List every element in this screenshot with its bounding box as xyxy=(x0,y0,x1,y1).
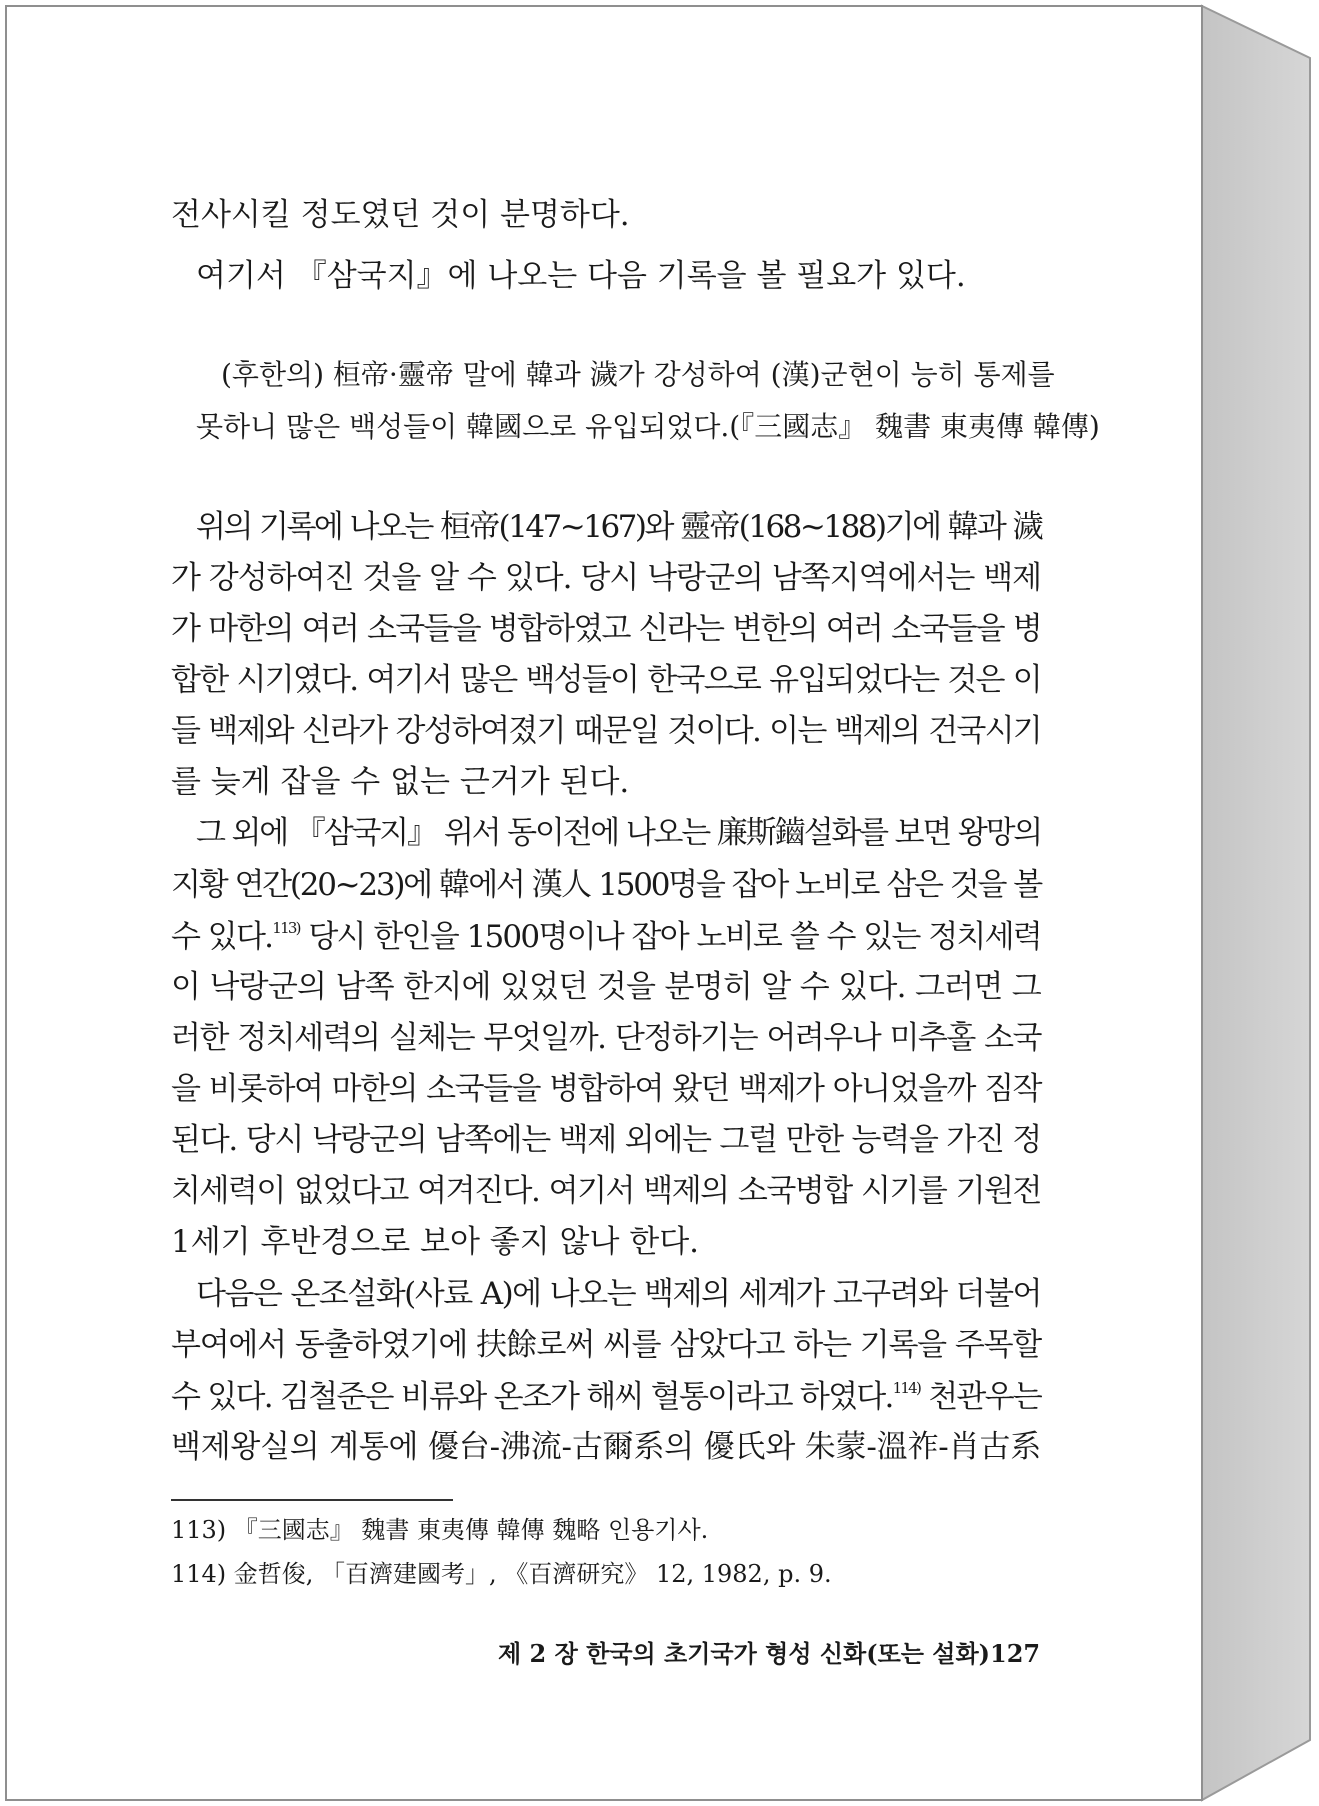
paragraph-line: 위의 기록에 나오는 桓帝(147~167)와 靈帝(168~188)기에 韓과 濊 xyxy=(196,509,1041,545)
body-line: 여기서 『삼국지』에 나오는 다음 기록을 볼 필요가 있다. xyxy=(196,258,966,294)
footnote-113: 113) 『三國志』 魏書 東夷傳 韓傳 魏略 인용기사. xyxy=(171,1516,709,1544)
book-page xyxy=(6,6,1202,1800)
body-line: 전사시킬 정도였던 것이 분명하다. xyxy=(171,197,630,233)
chapter-title: 제 2 장 한국의 초기국가 형성 신화(또는 설화) xyxy=(498,1639,991,1668)
paragraph-line: 러한 정치세력의 실체는 무엇일까. 단정하기는 어려우나 미추홀 소국 xyxy=(171,1020,1041,1056)
paragraph-line: 를 늦게 잡을 수 없는 근거가 된다. xyxy=(171,764,630,800)
paragraph-line: 된다. 당시 낙랑군의 남쪽에는 백제 외에는 그럴 만한 능력을 가진 정 xyxy=(171,1122,1041,1158)
book-side-edge xyxy=(1202,6,1310,1800)
paragraph-line: 다음은 온조설화(사료 A)에 나오는 백제의 세계가 고구려와 더불어 xyxy=(196,1276,1041,1312)
paragraph-line: 가 강성하여진 것을 알 수 있다. 당시 낙랑군의 남쪽지역에서는 백제 xyxy=(171,560,1042,596)
paragraph-line: 치세력이 없었다고 여겨진다. 여기서 백제의 소국병합 시기를 기원전 xyxy=(171,1173,1041,1209)
paragraph-line: 1세기 후반경으로 보아 좋지 않나 한다. xyxy=(171,1224,700,1260)
paragraph-line: 그 외에 『삼국지』 위서 동이전에 나오는 廉斯鑡설화를 보면 왕망의 xyxy=(196,815,1041,851)
paragraph-line xyxy=(171,921,1041,953)
paragraph-line xyxy=(171,1381,1041,1413)
paragraph-line: 백제왕실의 계통에 優台-沸流-古爾系의 優氏와 朱蒙-溫祚-肖古系 xyxy=(171,1429,1041,1465)
paragraph-line: 부여에서 동출하였기에 扶餘로써 씨를 삼았다고 하는 기록을 주목할 xyxy=(171,1327,1041,1363)
paragraph-line: 가 마한의 여러 소국들을 병합하였고 신라는 변한의 여러 소국들을 병 xyxy=(171,611,1041,647)
page-number: 127 xyxy=(990,1639,1041,1668)
paragraph-line: 합한 시기였다. 여기서 많은 백성들이 한국으로 유입되었다는 것은 이 xyxy=(171,662,1041,698)
paragraph-line: 지황 연간(20~23)에 韓에서 漢人 1500명을 잡아 노비로 삼은 것을 볼 xyxy=(171,867,1041,903)
block-quote-line: 못하니 많은 백성들이 韓國으로 유입되었다.(『三國志』 魏書 東夷傳 韓傳) xyxy=(196,410,1100,443)
footnote-divider xyxy=(171,1499,453,1501)
text-segment: 천관우는 xyxy=(920,1379,1041,1415)
text-segment: 수 있다. 김철준은 비류와 온조가 해씨 혈통이라고 하였다. xyxy=(171,1379,893,1415)
footnote-ref-113: 113) xyxy=(272,919,300,937)
running-footer xyxy=(498,1639,1041,1668)
paragraph-line: 이 낙랑군의 남쪽 한지에 있었던 것을 분명히 알 수 있다. 그러면 그 xyxy=(171,969,1041,1005)
paragraph-line: 을 비롯하여 마한의 소국들을 병합하여 왔던 백제가 아니었을까 짐작 xyxy=(171,1071,1041,1107)
paragraph-line: 들 백제와 신라가 강성하여졌기 때문일 것이다. 이는 백제의 건국시기 xyxy=(171,713,1041,749)
text-segment: 수 있다. xyxy=(171,919,273,955)
text-segment: 당시 한인을 1500명이나 잡아 노비로 쓸 수 있는 정치세력 xyxy=(299,919,1041,955)
footnote-114: 114) 金哲俊, 「百濟建國考」, 《百濟研究》 12, 1982, p. 9. xyxy=(171,1560,832,1588)
footnote-ref-114: 114) xyxy=(892,1379,921,1397)
block-quote-line: (후한의) 桓帝·靈帝 말에 韓과 濊가 강성하여 (漢)군현이 능히 통제를 xyxy=(221,358,1055,391)
